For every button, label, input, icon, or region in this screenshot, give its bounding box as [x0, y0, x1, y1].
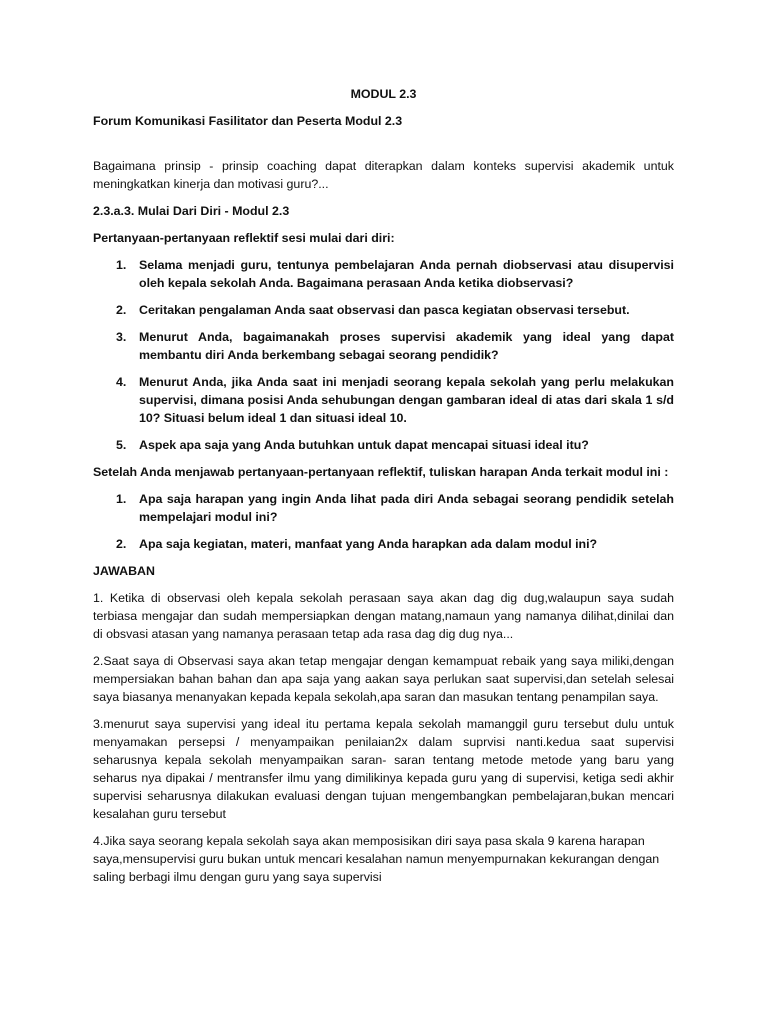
list-number: 2. — [116, 303, 127, 317]
document-page — [93, 85, 674, 895]
list-number: 5. — [116, 438, 127, 452]
list-item-text: Menurut Anda, jika Anda saat ini menjadi seorang kepala sekolah yang perlu melakukan supervisi, dimana posisi Anda sehubungan dengan gambaran ideal di atas dari skala 1 s/d 10? Situasi belum ideal 1 dan situasi ideal 10. — [139, 375, 674, 425]
list-item — [93, 301, 674, 319]
list-number: 1. — [116, 492, 127, 506]
list-item-text: Menurut Anda, bagaimanakah proses supervisi akademik yang ideal yang dapat membantu diri Anda berkembang sebagai seorang pendidik? — [139, 330, 674, 362]
list-item — [93, 436, 674, 454]
list-number: 3. — [116, 330, 127, 344]
questions-heading: Pertanyaan-pertanyaan reflektif sesi mulai dari diri: — [93, 231, 395, 245]
list-number: 2. — [116, 537, 127, 551]
answer-paragraph: 2.Saat saya di Observasi saya akan tetap mengajar dengan kemampuat rebaik yang saya miliki,dengan mempersiakan bahan bahan dan apa saja yang aakan saya perlukan saat supervisi,dan setelah selesai saya biasanya menanyakan kepada kepala sekolah,apa saran dan masukan tentang penampilan saya. — [93, 654, 674, 704]
list-item — [93, 328, 674, 364]
list-item-text: Aspek apa saja yang Anda butuhkan untuk dapat mencapai situasi ideal itu? — [139, 438, 589, 452]
list-item — [93, 535, 674, 553]
answer-paragraph: 4.Jika saya seorang kepala sekolah saya akan memposisikan diri saya pasa skala 9 karena harapan saya,mensupervisi guru bukan untuk mencari kesalahan namun menyempurnakan kekurangan dengan saling berbagi ilmu dengan guru yang saya supervisi — [93, 834, 660, 884]
hopes-heading: Setelah Anda menjawab pertanyaan-pertanyaan reflektif, tuliskan harapan Anda terkait modul ini : — [93, 465, 669, 479]
section-heading: 2.3.a.3. Mulai Dari Diri - Modul 2.3 — [93, 204, 290, 218]
answer-paragraph: 1. Ketika di observasi oleh kepala sekolah perasaan saya akan dag dig dug,walaupun saya sudah terbiasa mengajar dan sudah mempersiapkan dengan matang,namaun yang namanya dilihat,dinilai dan di obsvasi atasan yang namanya perasaan tetap ada rasa dag dig dug nya... — [93, 591, 674, 641]
list-item-text: Apa saja kegiatan, materi, manfaat yang Anda harapkan ada dalam modul ini? — [139, 537, 598, 551]
list-number: 1. — [116, 258, 127, 272]
forum-heading: Forum Komunikasi Fasilitator dan Peserta Modul 2.3 — [93, 114, 403, 128]
document-title: MODUL 2.3 — [350, 87, 417, 101]
intro-paragraph: Bagaimana prinsip - prinsip coaching dapat diterapkan dalam konteks supervisi akademik untuk meningkatkan kinerja dan motivasi guru?... — [93, 159, 674, 191]
questions-list — [93, 256, 674, 454]
list-item — [93, 256, 674, 292]
answer-paragraph: 3.menurut saya supervisi yang ideal itu pertama kepala sekolah mamanggil guru tersebut dulu untuk menyamakan persepsi / menyampaikan penilaian2x dalam suprvisi nanti.kedua saat supervisi seharusnya kepala sekolah menyampaikan saran- saran tentang metode metode yang baru yang seharus nya dipakai / mentransfer ilmu yang dimilikinya kepada guru yang di supervisi, ketiga sedi akhir supervisi seharusnya dilakukan evaluasi dengan tujuan mengembangkan pembelajaran,bukan mencari kesalahan guru tersebut — [93, 717, 674, 821]
list-item-text: Ceritakan pengalaman Anda saat observasi dan pasca kegiatan observasi tersebut. — [139, 303, 630, 317]
list-number: 4. — [116, 375, 127, 389]
hopes-list — [93, 490, 674, 553]
list-item — [93, 490, 674, 526]
list-item-text: Selama menjadi guru, tentunya pembelajaran Anda pernah diobservasi atau disupervisi oleh kepala sekolah Anda. Bagaimana perasaan Anda ketika diobservasi? — [139, 258, 674, 290]
list-item-text: Apa saja harapan yang ingin Anda lihat pada diri Anda sebagai seorang pendidik setelah mempelajari modul ini? — [139, 492, 674, 524]
list-item — [93, 373, 674, 427]
jawaban-heading: JAWABAN — [93, 564, 155, 578]
